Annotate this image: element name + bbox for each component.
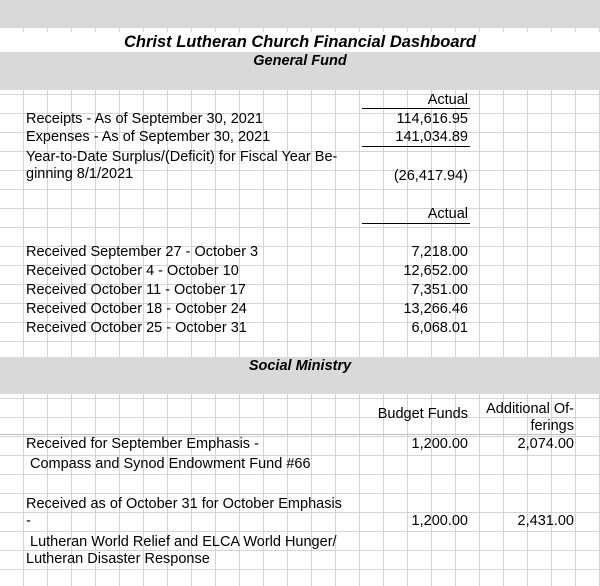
weekly-row-value: 7,351.00	[411, 282, 468, 298]
actual-header: Actual	[427, 92, 468, 108]
actual-header-rule	[362, 108, 470, 109]
surplus-label-line1: Year-to-Date Surplus/(Deficit) for Fiscal Year Be-	[26, 149, 338, 165]
social-ministry-heading: Social Ministry	[0, 357, 600, 376]
october-emphasis-sublabel-line2: Lutheran Disaster Response	[26, 551, 210, 567]
weekly-row-label: Received October 25 - October 31	[26, 320, 247, 336]
additional-offerings-header-line1: Additional Of-	[486, 401, 574, 417]
weekly-row-label: Received October 18 - October 24	[26, 301, 247, 317]
surplus-value: (26,417.94)	[393, 168, 468, 184]
september-budget-value: 1,200.00	[411, 436, 468, 452]
weekly-row-value: 13,266.46	[403, 301, 468, 317]
budget-funds-header: Budget Funds	[377, 406, 468, 422]
october-emphasis-sublabel-line1: Lutheran World Relief and ELCA World Hunger/	[30, 534, 337, 550]
october-budget-value: 1,200.00	[411, 513, 468, 529]
weekly-actual-header: Actual	[427, 206, 468, 222]
expenses-label: Expenses - As of September 30, 2021	[26, 129, 271, 145]
social-ministry-band	[0, 376, 600, 394]
expenses-value: 141,034.89	[395, 129, 468, 145]
october-emphasis-dash: -	[26, 513, 31, 529]
september-additional-value: 2,074.00	[517, 436, 574, 452]
weekly-row-label: Received October 11 - October 17	[26, 282, 246, 298]
surplus-label-line2: ginning 8/1/2021	[26, 166, 134, 182]
october-emphasis-label: Received as of October 31 for October Emphasis	[26, 496, 342, 512]
october-additional-value: 2,431.00	[517, 513, 574, 529]
weekly-actual-rule	[362, 223, 470, 224]
weekly-row-label: Received September 27 - October 3	[26, 244, 259, 260]
september-emphasis-label: Received for September Emphasis -	[26, 436, 259, 452]
additional-offerings-header-line2: ferings	[530, 418, 574, 434]
weekly-row-value: 6,068.01	[411, 320, 468, 336]
general-fund-band	[0, 70, 600, 90]
expenses-rule	[362, 146, 470, 147]
dashboard-title: Christ Lutheran Church Financial Dashboard	[0, 32, 600, 52]
september-emphasis-sublabel: Compass and Synod Endowment Fund #66	[30, 456, 311, 472]
top-band	[0, 0, 600, 28]
weekly-row-value: 12,652.00	[403, 263, 468, 279]
receipts-label: Receipts - As of September 30, 2021	[26, 111, 263, 127]
weekly-row-label: Received October 4 - October 10	[26, 263, 239, 279]
weekly-row-value: 7,218.00	[411, 244, 468, 260]
general-fund-heading: General Fund	[0, 52, 600, 70]
receipts-value: 114,616.95	[396, 111, 468, 127]
